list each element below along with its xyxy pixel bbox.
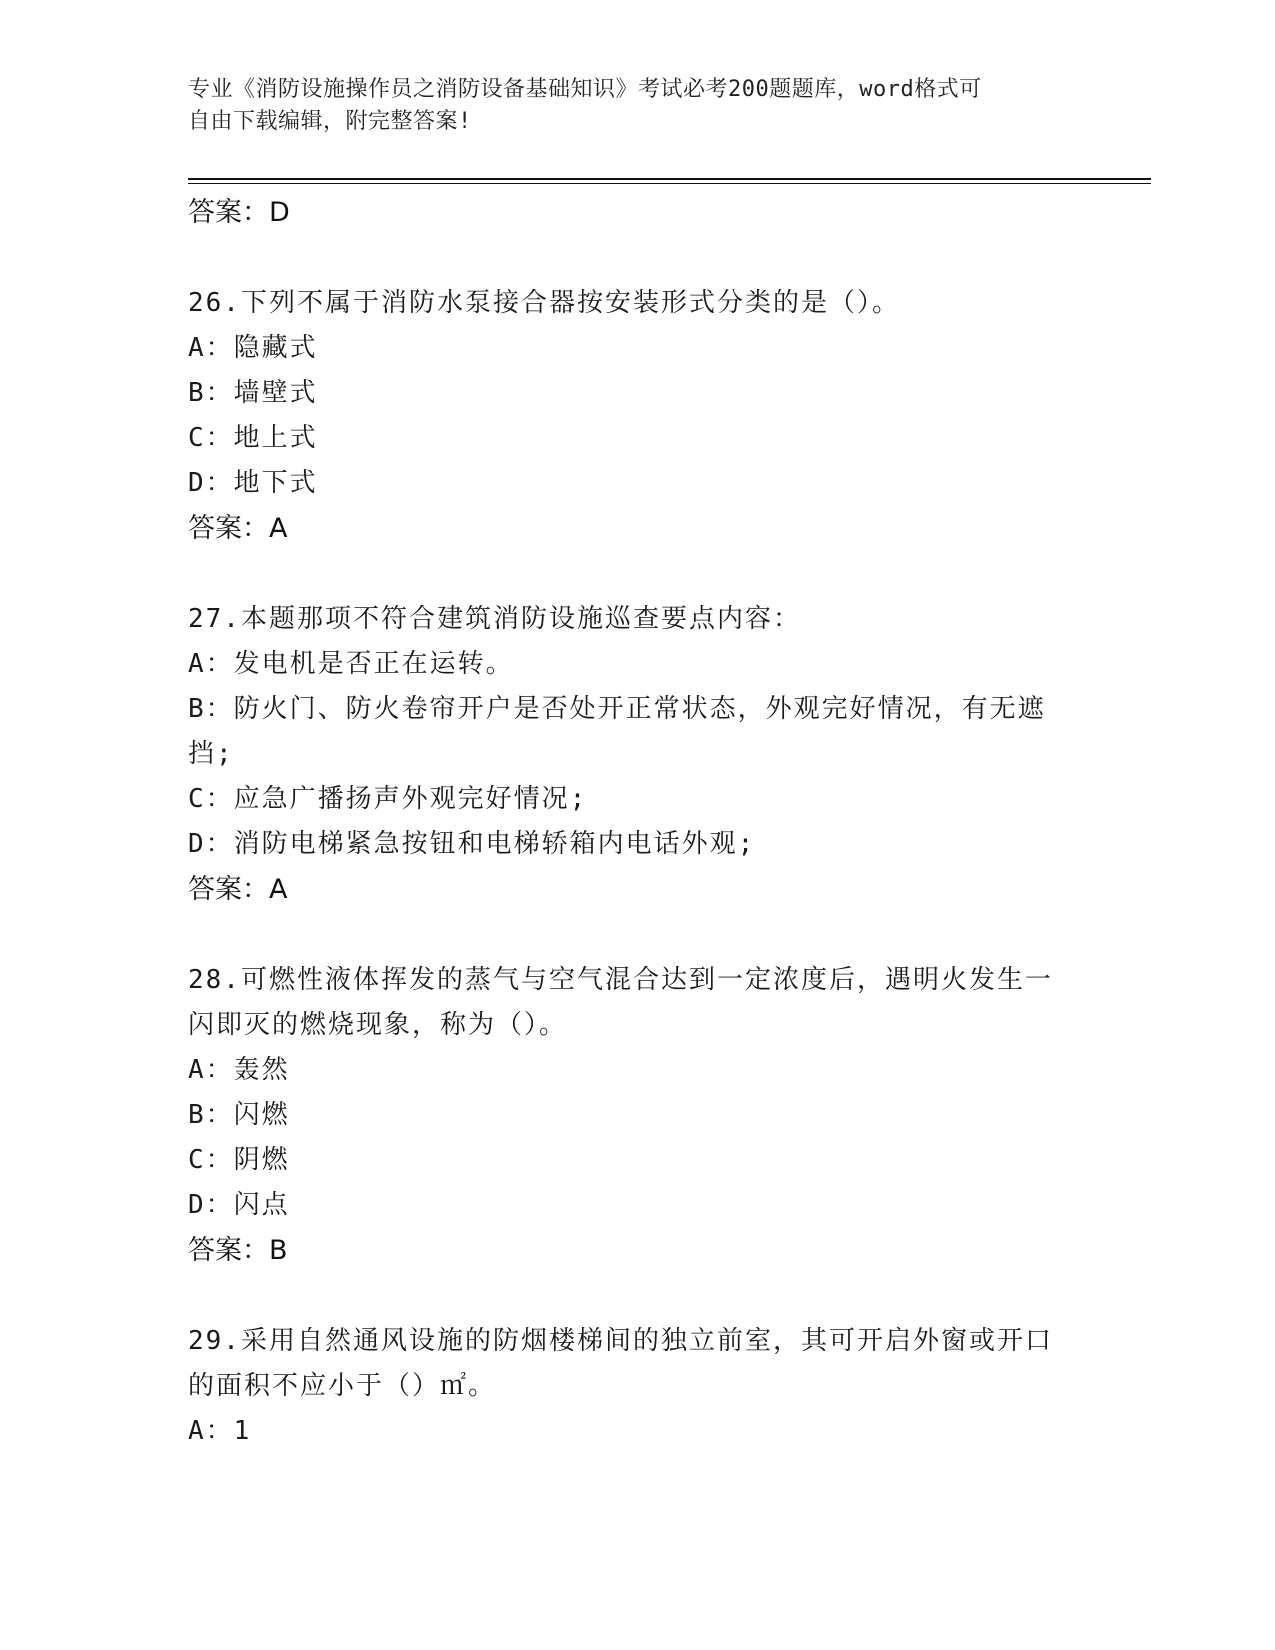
- header-line-2: 自由下载编辑，附完整答案!: [188, 109, 472, 134]
- option-b-line-1: B：防火门、防火卷帘开户是否处开正常状态，外观完好情况，有无遮: [188, 694, 1046, 724]
- option-b: [188, 687, 1088, 777]
- option-c: C：地上式: [188, 423, 318, 453]
- option-d: D：消防电梯紧急按钮和电梯轿箱内电话外观;: [188, 829, 756, 859]
- question-stem-line-2: 闪即灭的燃烧现象，称为（）。: [188, 1010, 568, 1040]
- question-block: [188, 1319, 1088, 1454]
- question-block: [188, 597, 1088, 912]
- question-stem-line-1: 29.采用自然通风设施的防烟楼梯间的独立前室，其可开启外窗或开口: [188, 1326, 1053, 1356]
- spacer: [188, 551, 1088, 597]
- option-a: A：发电机是否正在运转。: [188, 649, 514, 679]
- spacer: [188, 912, 1088, 958]
- option-c: C：阴燃: [188, 1145, 290, 1175]
- option-a: A：隐藏式: [188, 333, 318, 363]
- question-stem: 27.本题那项不符合建筑消防设施巡查要点内容：: [188, 604, 801, 634]
- option-b-line-2: 挡;: [188, 739, 234, 769]
- document-header: [188, 74, 1068, 138]
- spacer: [188, 1273, 1088, 1319]
- spacer: [188, 235, 1088, 281]
- question-stem-line-1: 28.可燃性液体挥发的蒸气与空气混合达到一定浓度后，遇明火发生一: [188, 965, 1053, 995]
- option-d: D：地下式: [188, 468, 318, 498]
- header-rule-thick: [188, 178, 1151, 180]
- question-list: [188, 190, 1088, 1454]
- answer-line: 答案：A: [188, 874, 288, 905]
- previous-answer: 答案：D: [188, 197, 290, 228]
- answer-line: 答案：B: [188, 1235, 288, 1266]
- question-block: [188, 958, 1088, 1273]
- option-b: B：闪燃: [188, 1100, 290, 1130]
- option-b: B：墙壁式: [188, 378, 318, 408]
- option-a: A：轰然: [188, 1055, 290, 1085]
- option-c: C：应急广播扬声外观完好情况;: [188, 784, 588, 814]
- question-stem-line-2: 的面积不应小于（）㎡。: [188, 1371, 497, 1401]
- answer-line: 答案：A: [188, 513, 288, 544]
- question-block: [188, 281, 1088, 551]
- header-line-1: 专业《消防设施操作员之消防设备基础知识》考试必考200题题库，word格式可: [188, 77, 982, 102]
- header-rule-thin: [188, 183, 1151, 184]
- option-a: A：1: [188, 1416, 252, 1446]
- question-stem: 26.下列不属于消防水泵接合器按安装形式分类的是（）。: [188, 288, 900, 318]
- option-d: D：闪点: [188, 1190, 290, 1220]
